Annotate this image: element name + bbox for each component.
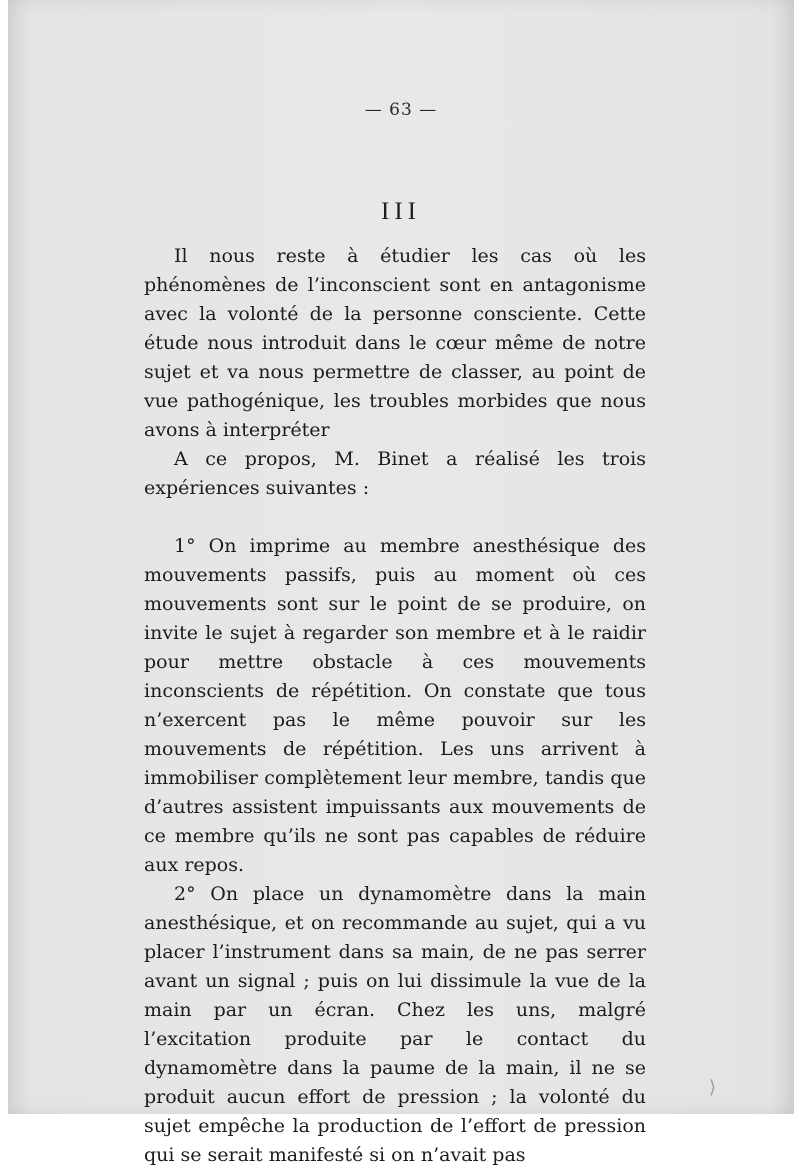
paragraph-experiment-1: 1° On imprime au membre anesthésique des mouvements passifs, puis au moment où ces mouvements sont sur le point de se produire, on invite le sujet à regarder son membre et à le raidir pour mettre obstacle à ces mouvements inconscients de répétition. On constate que tous n’exercent pas le même pouvoir sur les mouvements de répétition. Les uns arrivent à immobiliser complètement leur membre, tandis que d’autres assistent impuissants aux mouvements de ce membre qu’ils ne sont pas capables de réduire aux repos.	[144, 535, 646, 876]
page-number: — 63 —	[364, 100, 438, 120]
section-heading: III	[381, 198, 421, 225]
paragraph-intro: Il nous reste à étudier les cas où les phénomènes de l’inconscient sont en antagonisme avec la volonté de la personne consciente. Cette étude nous introduit dans le cœur même de notre sujet et va nous permettre de classer, au point de vue pathogénique, les troubles morbides que nous avons à interpréter	[144, 245, 646, 441]
margin-mark: ⟩	[708, 1077, 716, 1098]
body-text	[144, 242, 646, 1170]
paragraph-experiments-intro: A ce propos, M. Binet a réalisé les trois expériences suivantes :	[144, 448, 646, 499]
paragraph-experiment-2: 2° On place un dynamomètre dans la main anesthésique, et on recommande au sujet, qui a vu placer l’instrument dans sa main, de ne pas serrer avant un signal ; puis on lui dissimule la vue de la main par un écran. Chez les uns, malgré l’excitation produite par le contact du dynamomètre dans la paume de la main, il ne se produit aucun effort de pression ; la volonté du sujet empêche la production de l’effort de pression qui se serait manifesté si on n’avait pas	[144, 883, 646, 1166]
book-page	[8, 0, 794, 1166]
